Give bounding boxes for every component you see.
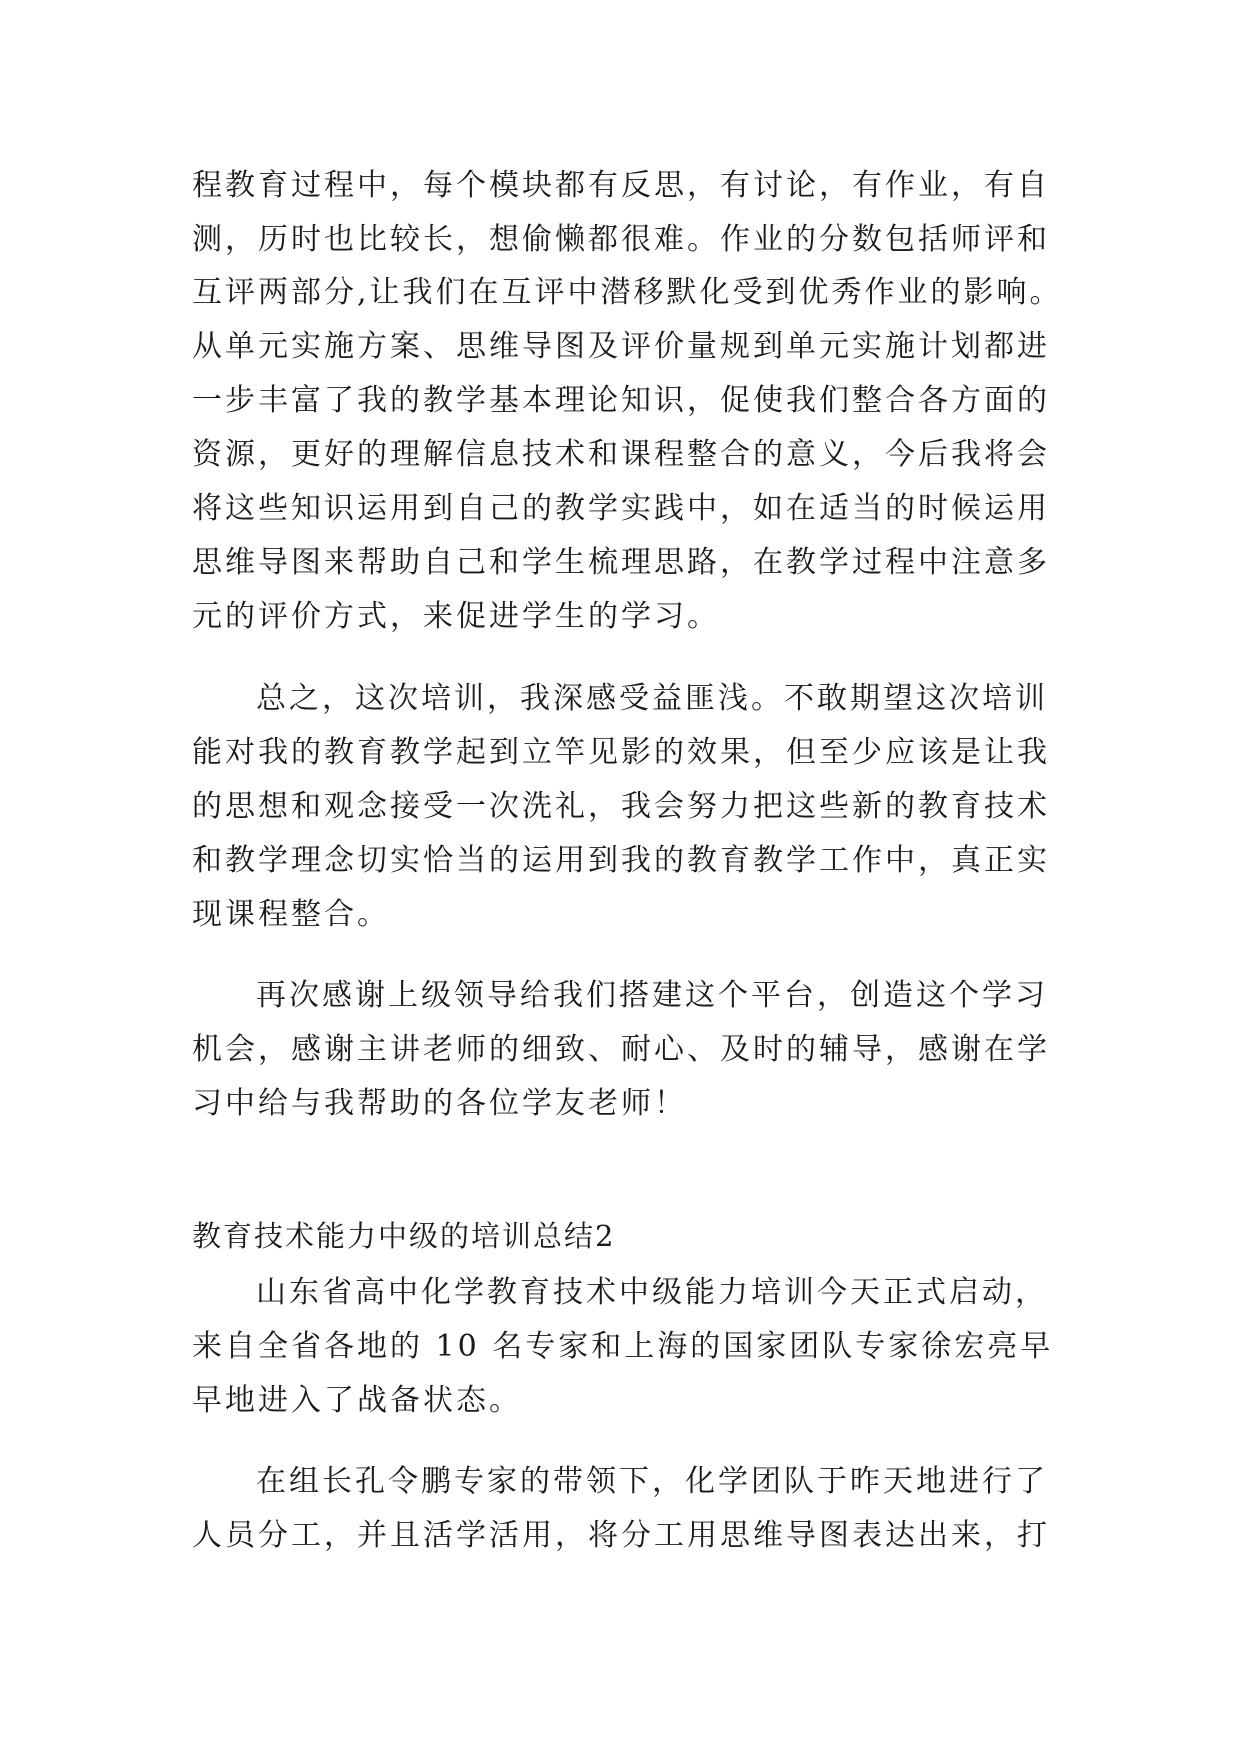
text-line: 山东省高中化学教育技术中级能力培训今天正式启动， <box>256 1275 1048 1310</box>
text-line: 和教学理念切实恰当的运用到我的教育教学工作中，真正实 <box>192 843 1050 878</box>
text-line: 的思想和观念接受一次洗礼，我会努力把这些新的教育技术 <box>192 789 1050 824</box>
text-line: 机会，感谢主讲老师的细致、耐心、及时的辅导，感谢在学 <box>192 1032 1050 1067</box>
text-line: 人员分工，并且活学活用，将分工用思维导图表达出来，打 <box>192 1518 1050 1553</box>
text-line: 现课程整合。 <box>192 897 390 932</box>
section-title: 教育技术能力中级的培训总结2 <box>192 1219 616 1253</box>
text-line: 资源，更好的理解信息技术和课程整合的意义，今后我将会 <box>192 437 1050 472</box>
text-line: 一步丰富了我的教学基本理论知识，促使我们整合各方面的 <box>192 383 1050 418</box>
text-line: 程教育过程中，每个模块都有反思，有讨论，有作业，有自 <box>192 168 1050 203</box>
text-line: 在组长孔令鹏专家的带领下，化学团队于昨天地进行了 <box>256 1464 1048 1499</box>
text-line: 总之，这次培训，我深感受益匪浅。不敢期望这次培训 <box>256 681 1048 716</box>
text-line: 从单元实施方案、思维导图及评价量规到单元实施计划都进 <box>192 329 1050 364</box>
text-line: 思维导图来帮助自己和学生梳理思路，在教学过程中注意多 <box>192 545 1050 580</box>
text-line: 将这些知识运用到自己的教学实践中，如在适当的时候运用 <box>192 491 1050 526</box>
text-line: 测，历时也比较长，想偷懒都很难。作业的分数包括师评和 <box>192 222 1050 257</box>
text-line: 互评两部分,让我们在互评中潜移默化受到优秀作业的影响。 <box>192 275 1063 310</box>
text-line: 习中给与我帮助的各位学友老师！ <box>192 1086 687 1121</box>
text-line: 能对我的教育教学起到立竿见影的效果，但至少应该是让我 <box>192 735 1050 770</box>
text-line: 再次感谢上级领导给我们搭建这个平台，创造这个学习 <box>256 978 1048 1013</box>
text-line: 早地进入了战备状态。 <box>192 1383 522 1418</box>
text-line: 元的评价方式，来促进学生的学习。 <box>192 599 720 634</box>
text-line: 来自全省各地的 10 名专家和上海的国家团队专家徐宏亮早 <box>192 1329 1054 1364</box>
